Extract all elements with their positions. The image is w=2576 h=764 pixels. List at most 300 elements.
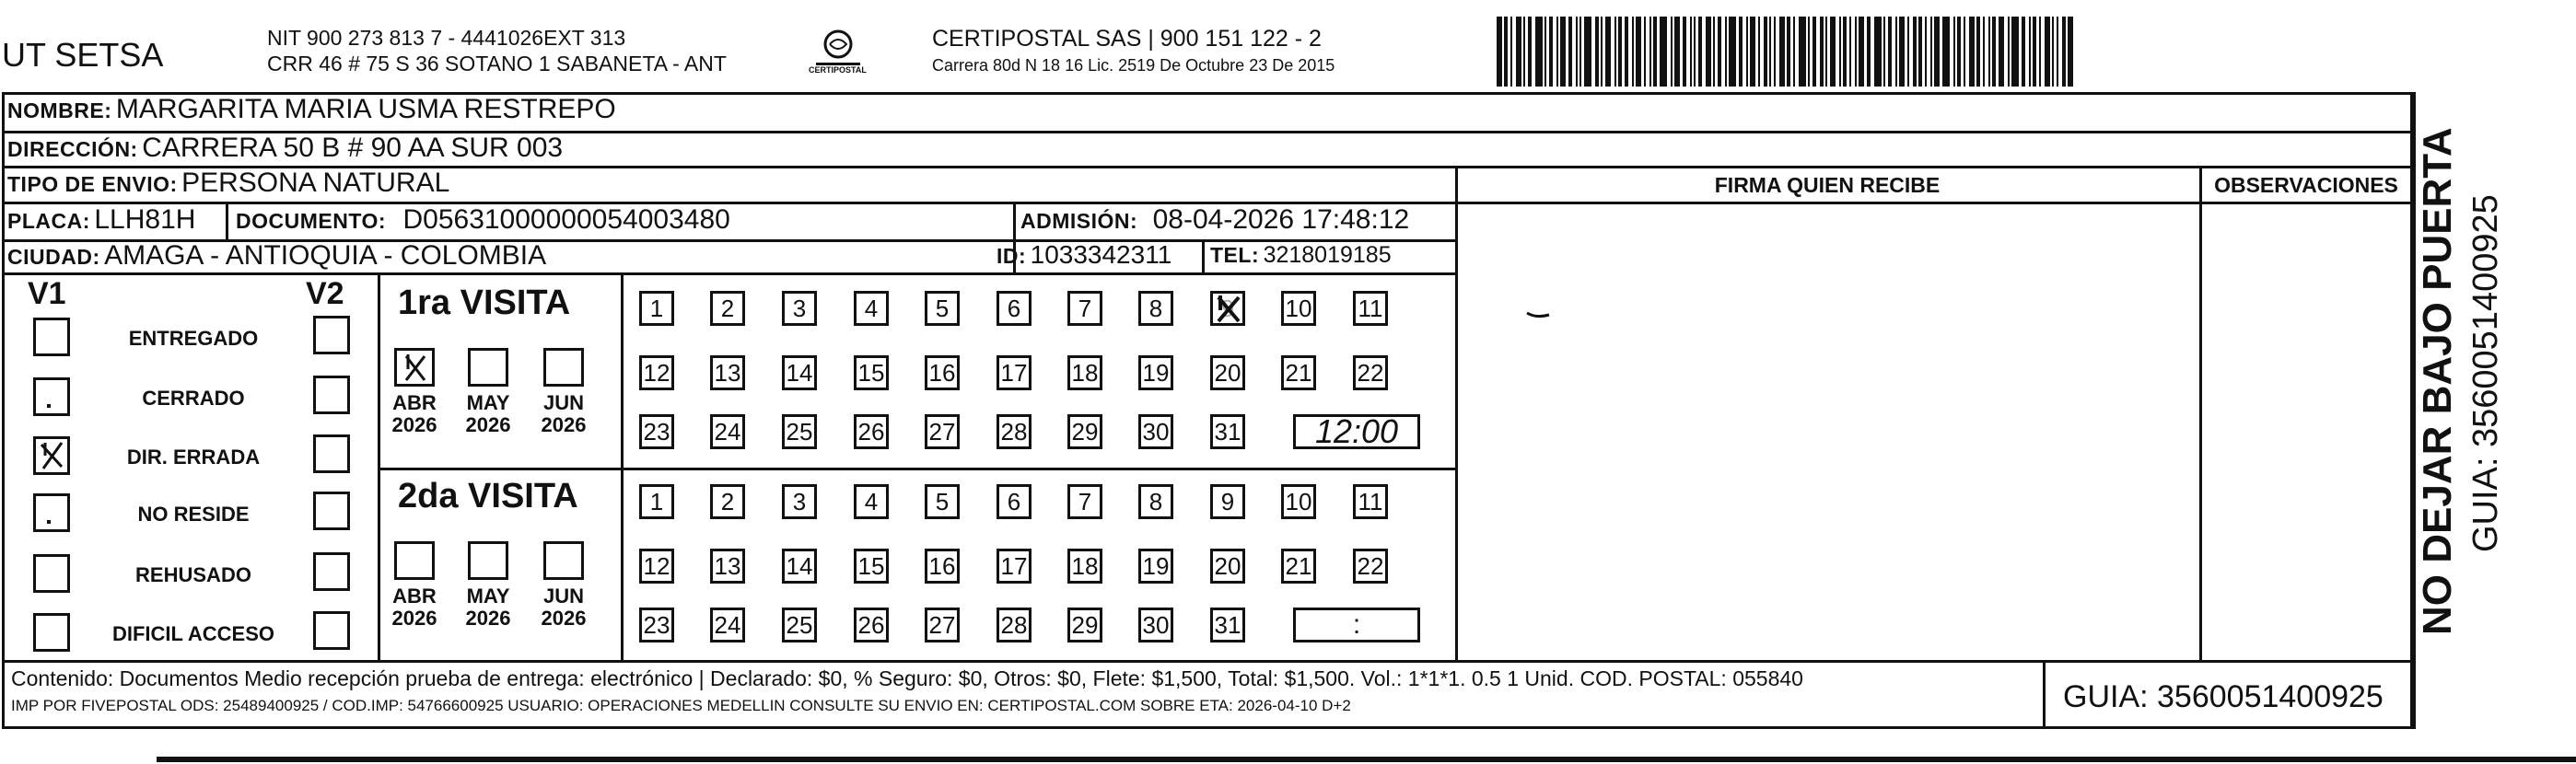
day-number: 6: [1007, 294, 1021, 322]
barcode-bar: [1523, 17, 1525, 87]
firma-header: FIRMA QUIEN RECIBE: [1714, 173, 1941, 197]
v1-checkbox[interactable]: [33, 554, 70, 593]
day-number: 24: [714, 610, 741, 639]
placa-value: LLH81H: [94, 204, 196, 235]
v1-header: V1: [28, 276, 66, 311]
barcode-bar: [1698, 17, 1702, 87]
month-label: [381, 585, 448, 630]
day-box[interactable]: [1067, 414, 1102, 449]
barcode-bar: [1825, 17, 1827, 87]
day-box[interactable]: [782, 484, 817, 519]
day-box[interactable]: [710, 355, 745, 390]
month-year: 2026: [541, 607, 587, 630]
bottom-rule: [157, 757, 2576, 762]
day-number: 7: [1078, 294, 1092, 322]
barcode-bar: [1649, 17, 1651, 87]
day-box[interactable]: [710, 608, 745, 642]
visit-title: 1ra VISITA: [398, 284, 571, 322]
tel-row: [1210, 244, 1392, 267]
month-checkbox[interactable]: [543, 348, 584, 387]
day-number: 5: [935, 487, 950, 515]
barcode-bar: [1808, 17, 1810, 87]
day-box[interactable]: [710, 549, 745, 584]
barcode-bar: [1925, 17, 1927, 87]
day-number: 4: [864, 487, 879, 515]
day-box[interactable]: [710, 484, 745, 519]
day-number: 19: [1142, 358, 1170, 387]
visit-time-box[interactable]: [1293, 414, 1420, 449]
day-box[interactable]: [782, 355, 817, 390]
day-number: 22: [1357, 551, 1384, 580]
v2-checkbox[interactable]: [313, 492, 350, 530]
day-number: 25: [786, 610, 813, 639]
month-checkbox[interactable]: [468, 541, 508, 580]
status-option-label: ENTREGADO: [128, 327, 259, 350]
day-number: 22: [1357, 358, 1384, 387]
barcode-bar: [1934, 17, 1940, 87]
side-guia: GUIA: 3560051400925: [2466, 194, 2505, 552]
day-number: 17: [1000, 358, 1028, 387]
day-box[interactable]: [1210, 484, 1245, 519]
direccion-value: CARRERA 50 B # 90 AA SUR 003: [142, 133, 564, 163]
barcode-bar: [1957, 17, 1961, 87]
day-box[interactable]: [1353, 355, 1388, 390]
tel-label: TEL:: [1210, 243, 1260, 267]
dot-mark: [47, 520, 51, 524]
barcode-bar: [1843, 17, 1847, 87]
barcode-bar: [1595, 17, 1599, 87]
day-number: 19: [1142, 551, 1170, 580]
day-number: 26: [857, 417, 885, 446]
month-year: 2026: [541, 413, 587, 436]
barcode-bar: [1930, 17, 1932, 87]
barcode-bar: [1992, 17, 1996, 87]
barcode-bar: [1758, 17, 1760, 87]
day-box[interactable]: [1138, 549, 1173, 584]
barcode-bar: [1510, 17, 1512, 87]
day-box[interactable]: [1210, 355, 1245, 390]
day-number: 25: [786, 417, 813, 446]
nombre-row: [7, 96, 616, 123]
month-label: [455, 585, 521, 630]
day-box[interactable]: [997, 549, 1032, 584]
day-box[interactable]: [1353, 484, 1388, 519]
barcode-bar: [1849, 17, 1851, 87]
day-number: 15: [857, 551, 885, 580]
nombre-label: NOMBRE:: [7, 98, 112, 122]
day-box[interactable]: [639, 484, 674, 519]
barcode-bar: [1636, 17, 1641, 87]
barcode-bar: [1774, 17, 1776, 87]
barcode-bar: [2062, 17, 2066, 87]
admision-row: [1020, 206, 1409, 234]
barcode-bar: [1983, 17, 1985, 87]
barcode-bar: [1942, 17, 1950, 87]
month-name: MAY: [466, 585, 510, 608]
day-number: 10: [1285, 487, 1312, 515]
month-label: [455, 392, 521, 436]
v1-checkbox[interactable]: [33, 377, 70, 416]
month-checkbox[interactable]: [543, 541, 584, 580]
barcode-bar: [1653, 17, 1657, 87]
barcode-bar: [1690, 17, 1692, 87]
day-box[interactable]: [997, 608, 1032, 642]
day-box[interactable]: [1067, 549, 1102, 584]
dot-mark: [47, 404, 51, 408]
day-box[interactable]: [1353, 291, 1388, 326]
day-box[interactable]: [925, 608, 960, 642]
month-name: ABR: [392, 391, 437, 414]
day-number: 13: [714, 551, 741, 580]
day-number: 27: [928, 610, 956, 639]
barcode-bar: [1976, 17, 1980, 87]
barcode-bar: [1556, 17, 1558, 87]
day-box[interactable]: [997, 291, 1032, 326]
day-number: 16: [928, 551, 956, 580]
day-number: 28: [1000, 417, 1028, 446]
day-number: 23: [643, 417, 670, 446]
day-box[interactable]: [1067, 484, 1102, 519]
barcode-bar: [1750, 17, 1755, 87]
day-number: 29: [1071, 610, 1099, 639]
day-number: 10: [1285, 294, 1312, 322]
v2-checkbox[interactable]: [313, 434, 350, 473]
barcode-bar: [1913, 17, 1917, 87]
barcode-bar: [1725, 17, 1727, 87]
day-number: 9: [1220, 294, 1235, 322]
x-mark-icon: [397, 351, 432, 384]
company-address: CRR 46 # 75 S 36 SOTANO 1 SABANETA - ANT: [267, 52, 727, 75]
logo-caption: CERTIPOSTAL: [809, 65, 867, 75]
day-box[interactable]: [925, 549, 960, 584]
barcode-bar: [1694, 17, 1696, 87]
month-name: JUN: [542, 585, 584, 608]
day-box[interactable]: [997, 355, 1032, 390]
day-box[interactable]: [1138, 484, 1173, 519]
barcode-bar: [2057, 17, 2058, 87]
v2-checkbox[interactable]: [313, 611, 350, 650]
barcode: [1497, 17, 2224, 87]
barcode-bar: [1579, 17, 1581, 87]
status-option-label: CERRADO: [142, 387, 245, 410]
tipo-label: TIPO DE ENVIO:: [7, 172, 178, 196]
day-box[interactable]: [1281, 549, 1316, 584]
day-number: 21: [1285, 358, 1312, 387]
day-number: 20: [1214, 358, 1241, 387]
placa-label: PLACA:: [7, 209, 90, 233]
day-box[interactable]: [1353, 549, 1388, 584]
month-label: [381, 392, 448, 436]
month-year: 2026: [465, 607, 511, 630]
tel-value: 3218019185: [1263, 242, 1392, 268]
barcode-bar: [1683, 17, 1686, 87]
day-box[interactable]: [1067, 291, 1102, 326]
day-number: 11: [1358, 487, 1383, 515]
visit-time: :: [1352, 609, 1361, 640]
day-box[interactable]: [854, 355, 889, 390]
certipostal-line2: Carrera 80d N 18 16 Lic. 2519 De Octubre 23 De 2015: [932, 56, 1335, 75]
id-row: [997, 242, 1171, 268]
barcode-bar: [1918, 17, 1922, 87]
day-box[interactable]: [1138, 608, 1173, 642]
month-name: ABR: [392, 585, 437, 608]
day-number: 18: [1071, 551, 1099, 580]
v1-checkbox[interactable]: [33, 318, 70, 356]
month-name: JUN: [542, 391, 584, 414]
day-box[interactable]: [854, 549, 889, 584]
barcode-bar: [1969, 17, 1975, 87]
day-number: 24: [714, 417, 741, 446]
direccion-label: DIRECCIÓN:: [7, 137, 138, 161]
day-number: 11: [1358, 294, 1383, 322]
barcode-bar: [1739, 17, 1743, 87]
day-box[interactable]: [1210, 549, 1245, 584]
day-number: 12: [643, 358, 670, 387]
day-box[interactable]: [1281, 484, 1316, 519]
day-number: 2: [720, 294, 735, 322]
barcode-bar: [1706, 17, 1711, 87]
admision-label: ADMISIÓN:: [1020, 209, 1138, 233]
barcode-bar: [1793, 17, 1795, 87]
day-box[interactable]: [1138, 291, 1173, 326]
barcode-bar: [1660, 17, 1667, 87]
barcode-bar: [1820, 17, 1824, 87]
barcode-bar: [1813, 17, 1816, 87]
day-number: 26: [857, 610, 885, 639]
day-number: 21: [1285, 551, 1312, 580]
day-number: 12: [643, 551, 670, 580]
barcode-bar: [1839, 17, 1841, 87]
company-name: UT SETSA: [2, 36, 164, 74]
day-number: 8: [1148, 294, 1163, 322]
v2-checkbox[interactable]: [313, 552, 350, 591]
day-number: 14: [786, 551, 813, 580]
day-box[interactable]: [782, 549, 817, 584]
day-box[interactable]: [854, 608, 889, 642]
nit-line: NIT 900 273 813 7 - 4441026EXT 313: [267, 26, 626, 50]
barcode-bar: [1779, 17, 1785, 87]
footer-print-info: IMP POR FIVEPOSTAL ODS: 25489400925 / COD.IMP: 54766600925 USUARIO: OPERACIONES MEDELLIN CONSULTE SU ENVIO EN: CERTIPOSTAL.COM SOBRE ETA: 2026-04-10 D+2: [11, 697, 1351, 714]
day-number: 28: [1000, 610, 1028, 639]
day-number: 2: [720, 487, 735, 515]
barcode-bar: [1601, 17, 1603, 87]
barcode-bar: [2068, 17, 2073, 87]
barcode-bar: [1855, 17, 1857, 87]
day-number: 31: [1214, 610, 1241, 639]
tipo-row: [7, 169, 449, 197]
day-number: 1: [649, 487, 664, 515]
day-box[interactable]: [854, 484, 889, 519]
status-option-label: NO RESIDE: [137, 503, 250, 526]
month-year: 2026: [391, 413, 437, 436]
status-option-label: REHUSADO: [135, 563, 251, 586]
visit-time: 12:00: [1314, 412, 1399, 450]
barcode-bar: [1746, 17, 1748, 87]
day-number: 17: [1000, 551, 1028, 580]
day-box[interactable]: [1067, 355, 1102, 390]
nombre-value: MARGARITA MARIA USMA RESTREPO: [115, 94, 616, 124]
day-box[interactable]: [1138, 355, 1173, 390]
footer-content: Contenido: Documentos Medio recepción prueba de entrega: electrónico | Declarado: $0, % Seguro: $0, Otros: $0, Flete: $1,500, Total: $1,500. Vol.: 1*1*1. 0.5 1 Unid. COD. POSTAL: 055840: [11, 666, 1803, 690]
barcode-bar: [1544, 17, 1546, 87]
day-number: 7: [1078, 487, 1092, 515]
day-box[interactable]: [710, 414, 745, 449]
id-value: 1033342311: [1030, 240, 1172, 269]
day-box[interactable]: [1067, 608, 1102, 642]
barcode-bar: [1729, 17, 1736, 87]
v1-checkbox[interactable]: [33, 436, 70, 475]
day-box[interactable]: [639, 608, 674, 642]
day-number: 1: [649, 294, 664, 322]
v2-checkbox[interactable]: [313, 376, 350, 414]
month-checkbox[interactable]: [394, 348, 435, 387]
month-label: [530, 585, 597, 630]
day-number: 9: [1220, 487, 1235, 515]
month-checkbox[interactable]: [468, 348, 508, 387]
observaciones-header: OBSERVACIONES: [2214, 173, 2398, 197]
v2-header: V2: [306, 276, 344, 311]
barcode-bar: [2022, 17, 2025, 87]
day-box[interactable]: [639, 414, 674, 449]
barcode-bar: [1867, 17, 1871, 87]
barcode-bar: [1799, 17, 1806, 87]
barcode-bar: [1888, 17, 1892, 87]
barcode-bar: [1497, 17, 1502, 87]
footer-guia: GUIA: 3560051400925: [2063, 679, 2384, 714]
barcode-bar: [2011, 17, 2019, 87]
day-number: 29: [1071, 417, 1099, 446]
documento-value: D05631000000054003480: [402, 204, 730, 235]
day-box[interactable]: [782, 608, 817, 642]
month-name: MAY: [466, 391, 510, 414]
barcode-bar: [1632, 17, 1634, 87]
documento-row: [236, 206, 730, 234]
barcode-bar: [1769, 17, 1771, 87]
day-box[interactable]: [997, 414, 1032, 449]
barcode-bar: [1584, 17, 1591, 87]
day-number: 30: [1142, 610, 1170, 639]
barcode-bar: [1560, 17, 1566, 87]
barcode-bar: [1568, 17, 1572, 87]
barcode-bar: [1874, 17, 1882, 87]
day-box[interactable]: [782, 414, 817, 449]
barcode-bar: [1999, 17, 2004, 87]
day-number: 31: [1214, 417, 1241, 446]
placa-row: [7, 206, 195, 234]
barcode-bar: [1674, 17, 1680, 87]
day-number: 20: [1214, 551, 1241, 580]
barcode-bar: [1764, 17, 1767, 87]
certipostal-line1: CERTIPOSTAL SAS | 900 151 122 - 2: [932, 26, 1322, 52]
barcode-bar: [1713, 17, 1715, 87]
day-box[interactable]: [925, 355, 960, 390]
day-box[interactable]: [854, 414, 889, 449]
status-option-label: DIFICIL ACCESO: [111, 622, 274, 645]
barcode-bar: [1535, 17, 1543, 87]
tipo-value: PERSONA NATURAL: [181, 168, 450, 198]
barcode-bar: [2029, 17, 2031, 87]
day-box[interactable]: [997, 484, 1032, 519]
barcode-bar: [1516, 17, 1521, 87]
barcode-bar: [1899, 17, 1905, 87]
visit-title: 2da VISITA: [398, 477, 578, 515]
admision-value: 08-04-2026 17:48:12: [1152, 204, 1410, 235]
day-box[interactable]: [854, 291, 889, 326]
day-number: 6: [1007, 487, 1021, 515]
day-number: 3: [792, 294, 807, 322]
day-box[interactable]: [710, 291, 745, 326]
barcode-bar: [1618, 17, 1622, 87]
day-number: 30: [1142, 417, 1170, 446]
visit-time-box[interactable]: [1293, 608, 1420, 642]
barcode-bar: [1671, 17, 1673, 87]
barcode-bar: [1787, 17, 1790, 87]
direccion-row: [7, 134, 563, 162]
barcode-bar: [1883, 17, 1885, 87]
day-box[interactable]: [1138, 414, 1173, 449]
day-box[interactable]: [1281, 355, 1316, 390]
day-number: 4: [864, 294, 879, 322]
month-label: [530, 392, 597, 436]
barcode-bar: [1964, 17, 1965, 87]
day-number: 5: [935, 294, 950, 322]
id-label: ID:: [997, 244, 1027, 268]
day-number: 18: [1071, 358, 1099, 387]
day-number: 23: [643, 610, 670, 639]
day-box[interactable]: [1281, 291, 1316, 326]
month-year: 2026: [391, 607, 437, 630]
x-mark-icon: [36, 439, 67, 472]
day-box[interactable]: [925, 414, 960, 449]
ciudad-row: [7, 242, 546, 270]
day-box[interactable]: [925, 291, 960, 326]
ciudad-label: CIUDAD:: [7, 245, 100, 269]
barcode-bar: [1830, 17, 1836, 87]
day-box-crossed[interactable]: [1210, 291, 1245, 326]
day-box[interactable]: [782, 291, 817, 326]
day-box[interactable]: [1210, 414, 1245, 449]
side-warning: NO DEJAR BAJO PUERTA: [2415, 127, 2460, 635]
barcode-bar: [1859, 17, 1864, 87]
day-number: 14: [786, 358, 813, 387]
day-box[interactable]: [639, 355, 674, 390]
day-box[interactable]: [639, 291, 674, 326]
day-box[interactable]: [925, 484, 960, 519]
month-year: 2026: [465, 413, 511, 436]
barcode-bar: [2033, 17, 2036, 87]
day-number: 27: [928, 417, 956, 446]
barcode-bar: [2039, 17, 2041, 87]
v1-checkbox[interactable]: [33, 493, 70, 532]
barcode-bar: [2052, 17, 2054, 87]
barcode-bar: [1644, 17, 1646, 87]
ciudad-value: AMAGA - ANTIOQUIA - COLOMBIA: [104, 240, 547, 271]
v1-checkbox[interactable]: [33, 613, 70, 652]
day-box[interactable]: [639, 549, 674, 584]
day-box[interactable]: [1210, 608, 1245, 642]
barcode-bar: [1576, 17, 1578, 87]
barcode-bar: [1614, 17, 1616, 87]
v2-checkbox[interactable]: [313, 316, 350, 354]
barcode-bar: [1988, 17, 1990, 87]
month-checkbox[interactable]: [394, 541, 435, 580]
status-option-label: DIR. ERRADA: [126, 446, 261, 469]
barcode-bar: [1528, 17, 1532, 87]
barcode-bar: [1895, 17, 1897, 87]
day-number: 15: [857, 358, 885, 387]
barcode-bar: [1953, 17, 1955, 87]
certipostal-logo: [810, 26, 866, 81]
